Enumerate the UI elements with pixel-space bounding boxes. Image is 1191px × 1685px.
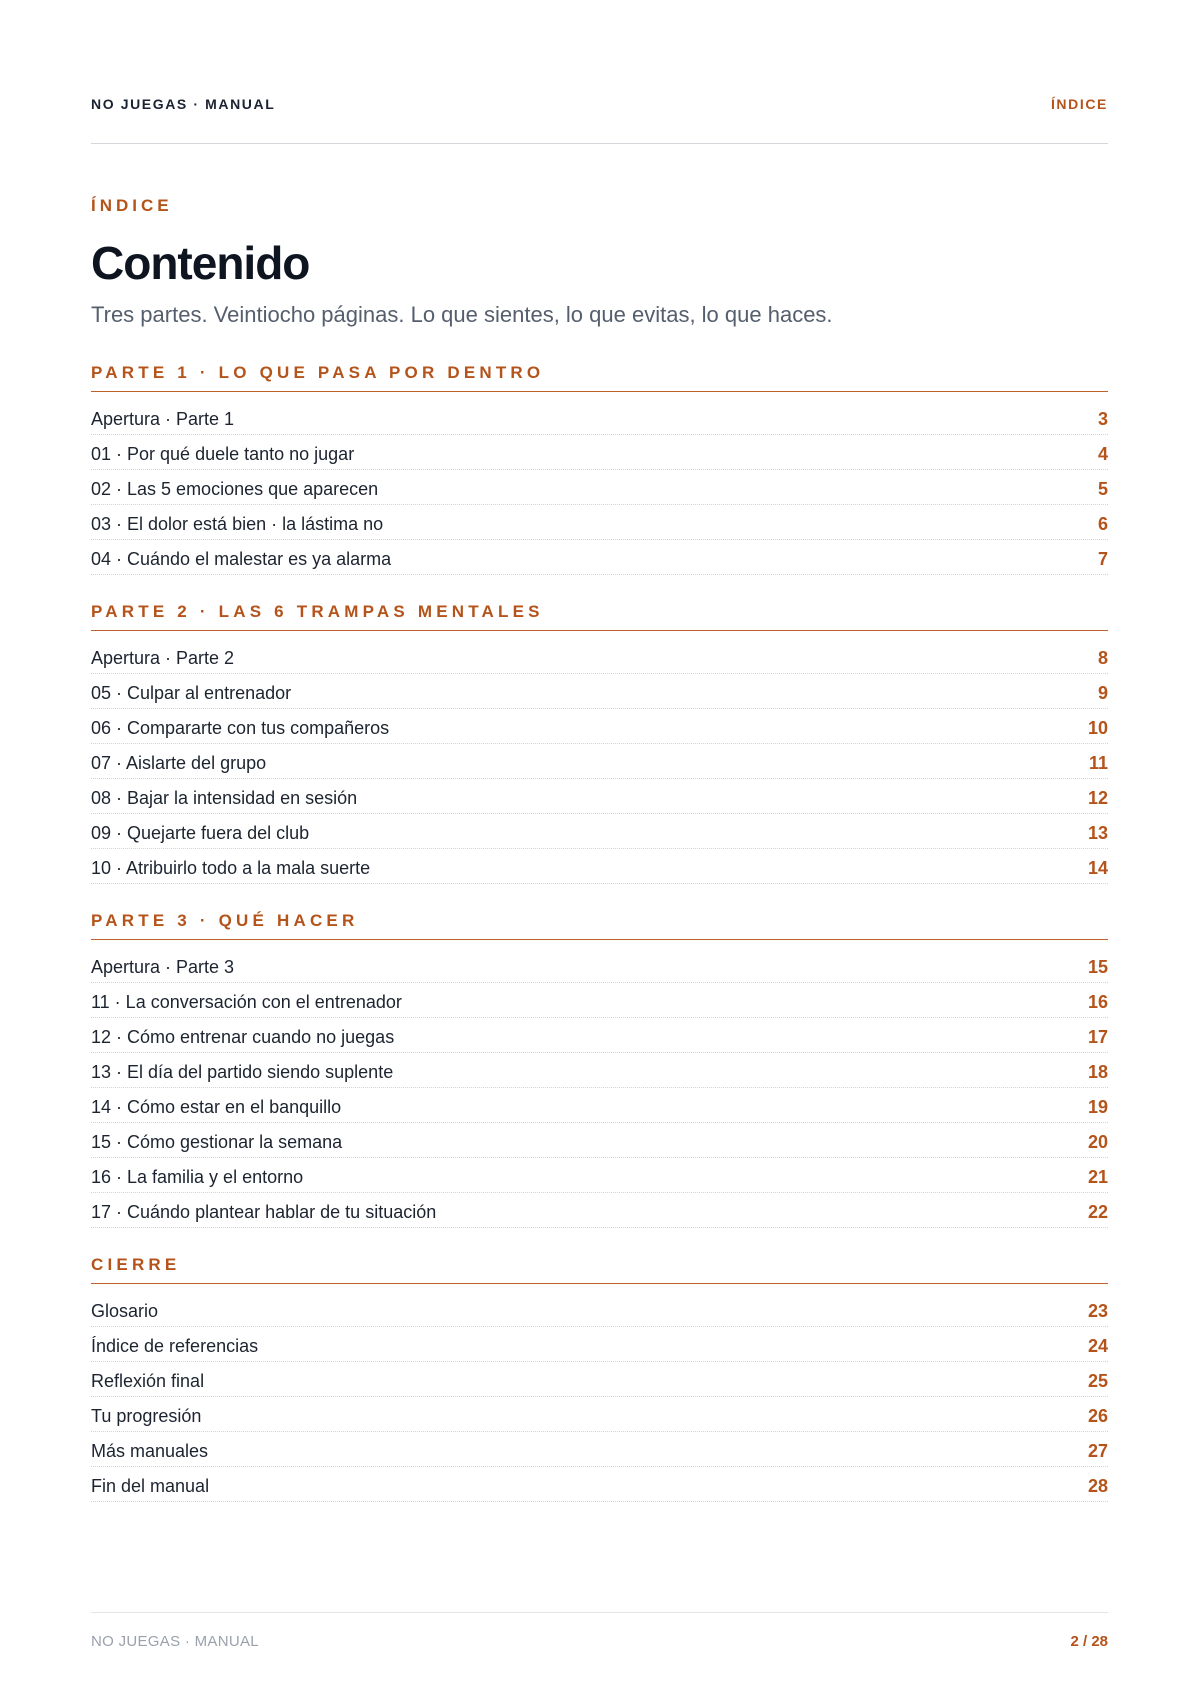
toc-section-heading: PARTE 2 · LAS 6 TRAMPAS MENTALES [91,597,1108,631]
running-header-title: NO JUEGAS · MANUAL [91,96,276,112]
toc-entry-label: Apertura · Parte 3 [91,956,235,977]
toc-entry-page-number: 19 [1087,1096,1108,1117]
toc-entry-label: Fin del manual [91,1475,210,1496]
toc-entry-page-number: 21 [1087,1166,1108,1187]
toc-entry-label: Apertura · Parte 1 [91,408,235,429]
toc-entry-page-number: 23 [1087,1300,1108,1321]
toc-entry-page-number: 25 [1087,1370,1108,1391]
toc-entry-label: Índice de referencias [91,1335,259,1356]
toc-section-heading: PARTE 1 · LO QUE PASA POR DENTRO [91,358,1108,392]
toc-entry-label: 06 · Compararte con tus compañeros [91,717,390,738]
toc-entry-label: Apertura · Parte 2 [91,647,235,668]
toc-entry[interactable] [91,779,1108,814]
toc-entry-label: 11 · La conversación con el entrenador [91,991,402,1012]
toc-entry-label: Más manuales [91,1440,209,1461]
document-page [91,0,1108,1685]
toc-entry-page-number: 26 [1087,1405,1108,1426]
toc-entry-label: 01 · Por qué duele tanto no jugar [91,443,355,464]
toc-entry[interactable] [91,1158,1108,1193]
toc-entry-page-number: 9 [1097,682,1108,703]
footer-divider [91,1612,1108,1613]
toc-entry-label: Glosario [91,1300,159,1321]
toc-entry-label: 10 · Atribuirlo todo a la mala suerte [91,857,371,878]
toc-entry-page-number: 8 [1097,647,1108,668]
toc-entry-label: 05 · Culpar al entrenador [91,682,292,703]
toc-entry[interactable] [91,1432,1108,1467]
toc-entry-label: 14 · Cómo estar en el banquillo [91,1096,342,1117]
toc-entry[interactable] [91,1053,1108,1088]
running-header [91,94,1108,114]
table-of-contents [91,358,1108,1502]
toc-entry-label: 03 · El dolor está bien · la lástima no [91,513,384,534]
toc-section [91,906,1108,1228]
toc-entry-label: 16 · La familia y el entorno [91,1166,304,1187]
toc-entry-label: 17 · Cuándo plantear hablar de tu situación [91,1201,437,1222]
toc-entry-page-number: 10 [1087,717,1108,738]
toc-entry-label: Reflexión final [91,1370,205,1391]
toc-entry[interactable] [91,1362,1108,1397]
toc-entry-page-number: 24 [1087,1335,1108,1356]
toc-entry-page-number: 12 [1087,787,1108,808]
toc-entry-label: 12 · Cómo entrenar cuando no juegas [91,1026,395,1047]
toc-entry[interactable] [91,1327,1108,1362]
toc-entry[interactable] [91,948,1108,983]
toc-entry-page-number: 27 [1087,1440,1108,1461]
toc-entry-label: 08 · Bajar la intensidad en sesión [91,787,358,808]
toc-section-heading: CIERRE [91,1250,1108,1284]
toc-entry[interactable] [91,674,1108,709]
footer-title: NO JUEGAS · MANUAL [91,1633,259,1650]
toc-entry-label: Tu progresión [91,1405,202,1426]
toc-section-heading: PARTE 3 · QUÉ HACER [91,906,1108,940]
toc-entry[interactable] [91,1193,1108,1228]
toc-entry-label: 02 · Las 5 emociones que aparecen [91,478,379,499]
toc-entry[interactable] [91,1467,1108,1502]
page-indicator: 2 / 28 [1070,1633,1108,1650]
toc-entry-page-number: 3 [1097,408,1108,429]
toc-entry[interactable] [91,639,1108,674]
toc-entry[interactable] [91,470,1108,505]
page-title: Contenido [91,237,310,289]
toc-entry-page-number: 6 [1097,513,1108,534]
page-subtitle: Tres partes. Veintiocho páginas. Lo que sientes, lo que evitas, lo que haces. [91,302,833,327]
toc-entry-list [91,1284,1108,1502]
toc-entry-page-number: 17 [1087,1026,1108,1047]
toc-entry[interactable] [91,540,1108,575]
toc-entry-page-number: 20 [1087,1131,1108,1152]
toc-entry-page-number: 13 [1087,822,1108,843]
toc-entry[interactable] [91,1123,1108,1158]
toc-entry-page-number: 4 [1097,443,1108,464]
toc-entry-label: 15 · Cómo gestionar la semana [91,1131,343,1152]
toc-entry[interactable] [91,744,1108,779]
toc-entry-list [91,392,1108,575]
toc-entry[interactable] [91,1292,1108,1327]
toc-entry[interactable] [91,400,1108,435]
toc-entry[interactable] [91,709,1108,744]
toc-entry[interactable] [91,1018,1108,1053]
toc-entry-label: 09 · Quejarte fuera del club [91,822,310,843]
running-header-section: ÍNDICE [1050,96,1108,112]
toc-section [91,597,1108,884]
toc-entry-page-number: 18 [1087,1061,1108,1082]
header-divider [91,143,1108,144]
toc-entry-page-number: 14 [1087,857,1108,878]
toc-entry-label: 13 · El día del partido siendo suplente [91,1061,394,1082]
page-footer [91,1633,1108,1650]
section-eyebrow: ÍNDICE [91,196,173,215]
toc-entry-label: 04 · Cuándo el malestar es ya alarma [91,548,392,569]
toc-entry-label: 07 · Aislarte del grupo [91,752,267,773]
toc-section [91,358,1108,575]
toc-entry[interactable] [91,849,1108,884]
toc-entry[interactable] [91,1088,1108,1123]
toc-entry[interactable] [91,983,1108,1018]
toc-entry-page-number: 22 [1087,1201,1108,1222]
toc-entry-page-number: 7 [1097,548,1108,569]
toc-entry-page-number: 28 [1087,1475,1108,1496]
toc-entry-list [91,940,1108,1228]
toc-entry[interactable] [91,814,1108,849]
toc-entry-page-number: 16 [1087,991,1108,1012]
toc-entry-list [91,631,1108,884]
toc-entry[interactable] [91,505,1108,540]
toc-entry-page-number: 11 [1088,752,1108,773]
toc-entry-page-number: 5 [1097,478,1108,499]
toc-entry[interactable] [91,435,1108,470]
toc-entry-page-number: 15 [1087,956,1108,977]
toc-entry[interactable] [91,1397,1108,1432]
toc-section [91,1250,1108,1502]
